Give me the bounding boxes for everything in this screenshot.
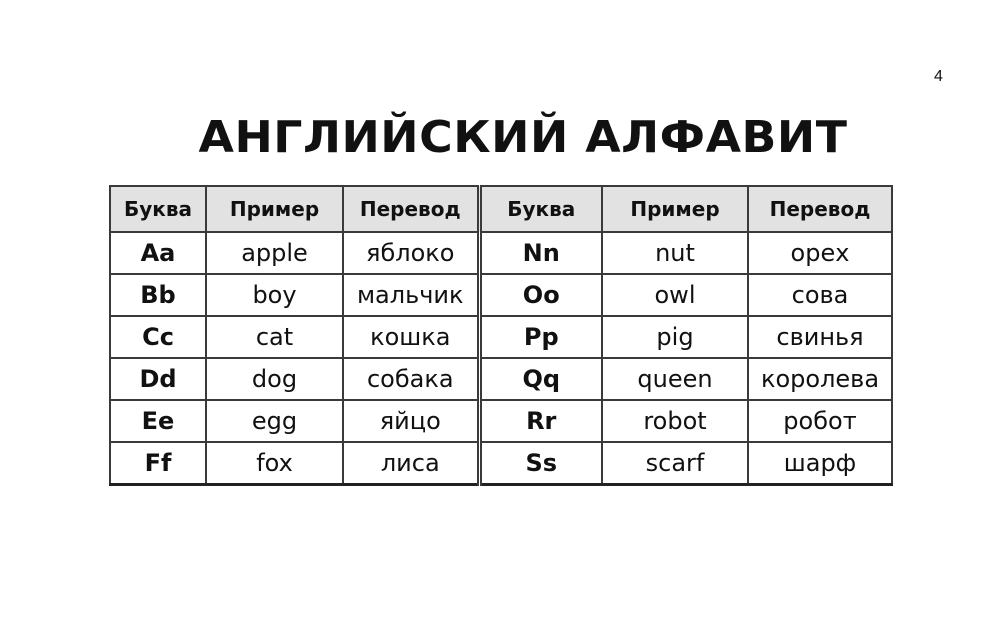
example-cell: apple [206,232,343,274]
column-header: Буква [479,186,602,232]
column-header: Пример [602,186,748,232]
example-cell: cat [206,316,343,358]
letter-cell: Ss [479,442,602,485]
table-row [110,232,892,274]
letter-cell: Bb [110,274,206,316]
letter-cell: Ee [110,400,206,442]
translation-cell: яблоко [343,232,479,274]
table-header-row [110,186,892,232]
column-header: Перевод [343,186,479,232]
example-cell: nut [602,232,748,274]
example-cell: scarf [602,442,748,485]
translation-cell: лиса [343,442,479,485]
letter-cell: Ff [110,442,206,485]
table-row [110,316,892,358]
table-row [110,358,892,400]
letter-cell: Qq [479,358,602,400]
letter-cell: Pp [479,316,602,358]
example-cell: fox [206,442,343,485]
column-header: Пример [206,186,343,232]
column-header: Буква [110,186,206,232]
translation-cell: яйцо [343,400,479,442]
page-title: АНГЛИЙСКИЙ АЛФАВИТ [198,112,848,163]
column-header: Перевод [748,186,892,232]
example-cell: dog [206,358,343,400]
translation-cell: орех [748,232,892,274]
example-cell: egg [206,400,343,442]
alphabet-table-wrapper [109,185,891,491]
letter-cell: Dd [110,358,206,400]
example-cell: boy [206,274,343,316]
example-cell: robot [602,400,748,442]
table-row [110,274,892,316]
example-cell: owl [602,274,748,316]
letter-cell: Rr [479,400,602,442]
letter-cell: Cc [110,316,206,358]
translation-cell: свинья [748,316,892,358]
translation-cell: шарф [748,442,892,485]
translation-cell: робот [748,400,892,442]
example-cell: pig [602,316,748,358]
translation-cell: королева [748,358,892,400]
alphabet-table [109,185,893,486]
letter-cell: Oo [479,274,602,316]
translation-cell: собака [343,358,479,400]
letter-cell: Nn [479,232,602,274]
table-row [110,442,892,485]
letter-cell: Aa [110,232,206,274]
translation-cell: мальчик [343,274,479,316]
table-row [110,400,892,442]
translation-cell: кошка [343,316,479,358]
translation-cell: сова [748,274,892,316]
example-cell: queen [602,358,748,400]
page-number: 4 [934,68,943,85]
